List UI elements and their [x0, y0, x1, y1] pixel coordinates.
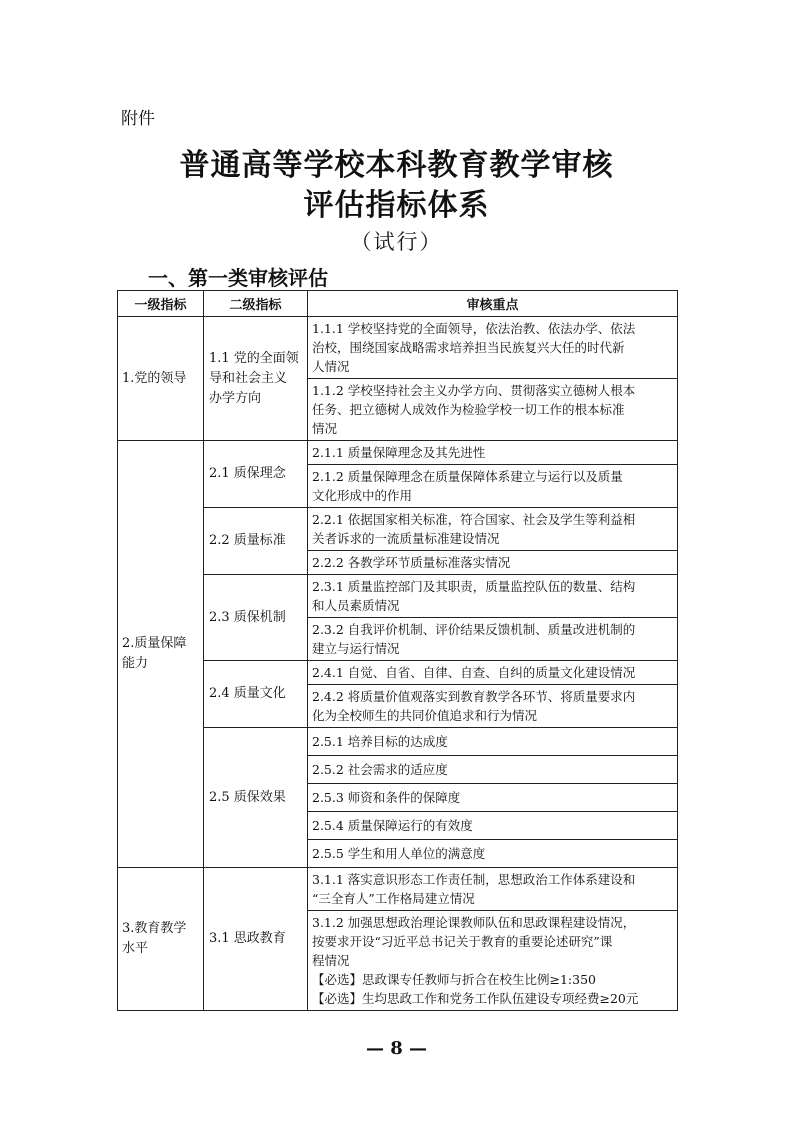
point-line: 程情况 — [312, 953, 350, 968]
level1-party-leadership — [118, 317, 204, 441]
section-heading: 一、第一类审核评估 — [148, 266, 328, 290]
point-line: 2.4.2 将质量价值观落实到教育教学各环节、将质量要求内 — [312, 689, 636, 704]
level1-teaching-level — [118, 868, 204, 1011]
point-line: 人情况 — [312, 359, 350, 374]
header-level1: 一级指标 — [118, 291, 204, 317]
point-line: 任务、把立德树人成效作为检验学校一切工作的根本标准 — [312, 402, 625, 417]
point-line: “三全育人”工作格局建立情况 — [312, 891, 475, 906]
level1-line: 能力 — [122, 656, 149, 671]
level2-2-4: 2.4 质量文化 — [204, 661, 308, 728]
table-header-row — [118, 291, 678, 317]
point-line: 1.1.2 学校坚持社会主义办学方向、贯彻落实立德树人根本 — [312, 383, 636, 398]
point-line: 关者诉求的一流质量标准建设情况 — [312, 531, 500, 546]
point-line: 2.5.3 师资和条件的保障度 — [312, 790, 461, 805]
point-2-3-2 — [308, 618, 678, 661]
point-line: 2.1.1 质量保障理念及其先进性 — [312, 445, 486, 460]
point-line: 2.4.1 自觉、自省、自律、自查、自纠的质量文化建设情况 — [312, 665, 636, 680]
point-3-1-2 — [308, 911, 678, 1011]
point-2-2-1 — [308, 508, 678, 551]
point-line: 2.5.4 质量保障运行的有效度 — [312, 818, 473, 833]
table-row — [118, 441, 678, 465]
point-2-5-3 — [308, 784, 678, 812]
point-2-5-4 — [308, 812, 678, 840]
document-title-line2: 评估指标体系 — [303, 188, 490, 223]
point-1-1-1 — [308, 317, 678, 379]
level2-line: 办学方向 — [209, 390, 262, 406]
indicator-table — [117, 290, 678, 1011]
point-line: 2.3.1 质量监控部门及其职责，质量监控队伍的数量、结构 — [312, 579, 636, 594]
page-number: — 8 — — [365, 1038, 428, 1059]
point-2-5-1 — [308, 728, 678, 756]
point-line: 和人员素质情况 — [312, 598, 400, 613]
point-line: 2.3.2 自我评价机制、评价结果反馈机制、质量改进机制的 — [312, 622, 636, 637]
point-line: 情况 — [312, 421, 338, 436]
level2-line: 导和社会主义 — [209, 370, 288, 386]
point-2-3-1 — [308, 575, 678, 618]
document-subtitle: （试行） — [350, 230, 443, 254]
point-line: 2.5.1 培养目标的达成度 — [312, 734, 448, 749]
point-line: 3.1.2 加强思想政治理论课教师队伍和思政课程建设情况， — [312, 915, 636, 930]
required-item: 【必选】生均思政工作和党务工作队伍建设专项经费≥20元 — [312, 991, 639, 1006]
point-2-5-5 — [308, 840, 678, 868]
table-row — [118, 317, 678, 379]
point-2-4-2 — [308, 685, 678, 728]
level1-line: 水平 — [122, 941, 149, 956]
level2-3-1: 3.1 思政教育 — [204, 868, 308, 1011]
point-2-4-1 — [308, 661, 678, 685]
level2-2-2: 2.2 质量标准 — [204, 508, 308, 575]
point-line: 建立与运行情况 — [312, 641, 400, 656]
header-level2: 二级指标 — [204, 291, 308, 317]
level1-label: 1.党的领导 — [122, 370, 187, 386]
level1-line: 2.质量保障 — [122, 636, 187, 651]
level2-1-1 — [204, 317, 308, 441]
point-line: 2.2.2 各教学环节质量标准落实情况 — [312, 555, 511, 570]
point-line: 2.1.2 质量保障理念在质量保障体系建立与运行以及质量 — [312, 469, 623, 484]
point-2-1-1 — [308, 441, 678, 465]
point-line: 2.5.5 学生和用人单位的满意度 — [312, 846, 486, 861]
level2-line: 1.1 党的全面领 — [209, 350, 299, 366]
point-line: 治校，围绕国家战略需求培养担当民族复兴大任的时代新 — [312, 340, 625, 355]
header-key-points: 审核重点 — [308, 291, 678, 317]
level2-2-5: 2.5 质保效果 — [204, 728, 308, 868]
document-title-line1: 普通高等学校本科教育教学审核 — [179, 148, 614, 183]
point-1-1-2 — [308, 379, 678, 441]
table-row — [118, 868, 678, 911]
point-2-1-2 — [308, 465, 678, 508]
point-2-5-2 — [308, 756, 678, 784]
level2-2-1: 2.1 质保理念 — [204, 441, 308, 508]
level1-line: 3.教育教学 — [122, 921, 187, 936]
required-item: 【必选】思政课专任教师与折合在校生比例≥1:350 — [312, 972, 596, 987]
point-3-1-1 — [308, 868, 678, 911]
point-line: 化为全校师生的共同价值追求和行为情况 — [312, 708, 538, 723]
level1-quality-assurance — [118, 441, 204, 868]
point-line: 2.5.2 社会需求的适应度 — [312, 762, 448, 777]
point-line: 2.2.1 依据国家相关标准，符合国家、社会及学生等利益相 — [312, 512, 636, 527]
level2-2-3: 2.3 质保机制 — [204, 575, 308, 661]
point-line: 1.1.1 学校坚持党的全面领导，依法治教、依法办学、依法 — [312, 321, 636, 336]
point-line: 按要求开设“习近平总书记关于教育的重要论述研究”课 — [312, 934, 613, 949]
attachment-label: 附件 — [121, 109, 155, 129]
point-line: 文化形成中的作用 — [312, 488, 413, 503]
point-2-2-2 — [308, 551, 678, 575]
point-line: 3.1.1 落实意识形态工作责任制，思想政治工作体系建设和 — [312, 872, 636, 887]
